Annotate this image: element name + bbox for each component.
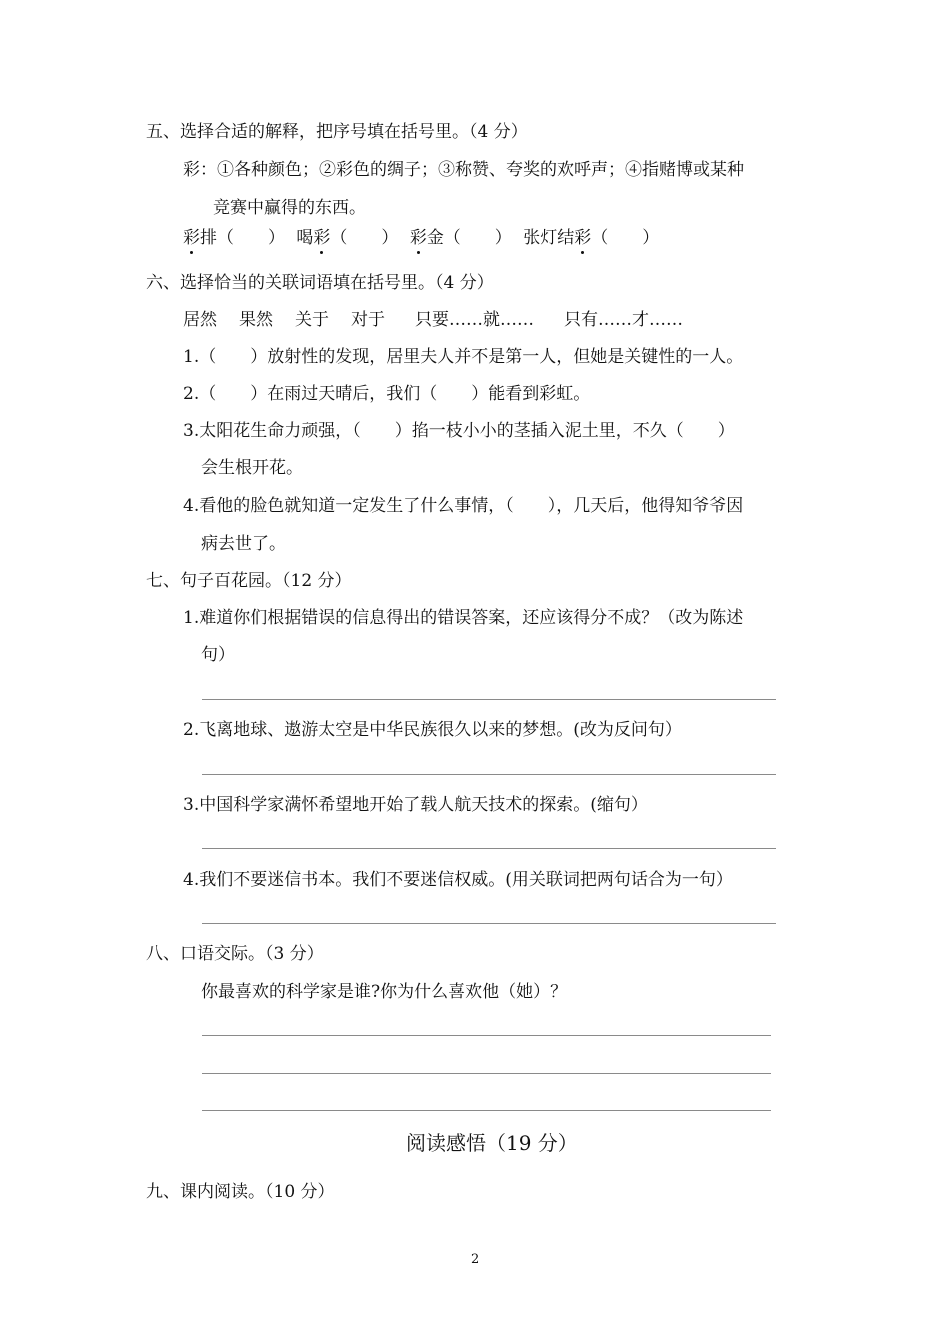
definition-line-2: 竞赛中赢得的东西。	[213, 198, 366, 218]
s7-question-2: 2.飞离地球、遨游太空是中华民族很久以来的梦想。(改为反问句）	[183, 720, 682, 740]
s6-question-3-cont: 会生根开花。	[201, 458, 303, 478]
word-bank	[183, 308, 683, 332]
s6-question-4-cont: 病去世了。	[201, 534, 286, 554]
section-8-title: 八、口语交际。（3 分）	[146, 944, 324, 964]
section-6-title: 六、选择恰当的关联词语填在括号里。（4 分）	[146, 273, 494, 293]
s7-question-3: 3.中国科学家满怀希望地开始了载人航天技术的探索。(缩句）	[183, 795, 648, 815]
word-bank-item: 对于	[351, 310, 385, 330]
section-9-title: 九、课内阅读。（10 分）	[146, 1182, 335, 1202]
answer-line[interactable]	[202, 848, 776, 849]
s8-prompt: 你最喜欢的科学家是谁?你为什么喜欢他（她）？	[201, 982, 568, 1002]
word-bank-item: 果然	[239, 310, 273, 330]
word-item-2: 喝彩（ ）	[296, 228, 399, 248]
reading-heading: 阅读感悟（19 分）	[406, 1131, 578, 1155]
section-5-title: 五、选择合适的解释，把序号填在括号里。（4 分）	[146, 122, 528, 142]
dotted-char: 彩	[183, 228, 200, 248]
s7-question-1-cont: 句）	[201, 645, 235, 665]
word-item-3: 彩金（ ）	[409, 228, 512, 248]
answer-line[interactable]	[202, 1035, 771, 1036]
dotted-char: 彩	[409, 228, 427, 248]
definition-line-1: 彩：①各种颜色；②彩色的绸子；③称赞、夸奖的欢呼声；④指赌博或某种	[183, 160, 744, 180]
section-7-title: 七、句子百花园。（12 分）	[146, 571, 352, 591]
dotted-char: 彩	[574, 228, 592, 248]
word-item-1: 彩排（ ）	[183, 228, 285, 248]
word-choice-row	[183, 226, 659, 250]
page-number: 2	[471, 1252, 480, 1267]
word-item-4: 张灯结彩（ ）	[523, 228, 660, 248]
s6-question-3: 3.太阳花生命力顽强，（ ）掐一枝小小的茎插入泥土里，不久（ ）	[183, 421, 735, 441]
dotted-char: 彩	[313, 228, 331, 248]
answer-line[interactable]	[202, 774, 776, 775]
word-bank-item: 关于	[295, 310, 329, 330]
answer-line[interactable]	[202, 699, 776, 700]
word-bank-item: 只要……就……	[415, 310, 534, 330]
answer-line[interactable]	[202, 1073, 771, 1074]
s6-question-2: 2.（ ）在雨过天晴后，我们（ ）能看到彩虹。	[183, 384, 591, 404]
s7-question-1: 1.难道你们根据错误的信息得出的错误答案，还应该得分不成？（改为陈述	[183, 608, 744, 628]
word-bank-item: 只有……才……	[564, 310, 683, 330]
answer-line[interactable]	[202, 1110, 771, 1111]
word-bank-item: 居然	[183, 310, 217, 330]
s6-question-4: 4.看他的脸色就知道一定发生了什么事情，（ ），几天后，他得知爷爷因	[183, 496, 744, 516]
s6-question-1: 1.（ ）放射性的发现，居里夫人并不是第一人，但她是关键性的一人。	[183, 347, 744, 367]
s7-question-4: 4.我们不要迷信书本。我们不要迷信权威。(用关联词把两句话合为一句）	[183, 870, 733, 890]
answer-line[interactable]	[202, 923, 776, 924]
